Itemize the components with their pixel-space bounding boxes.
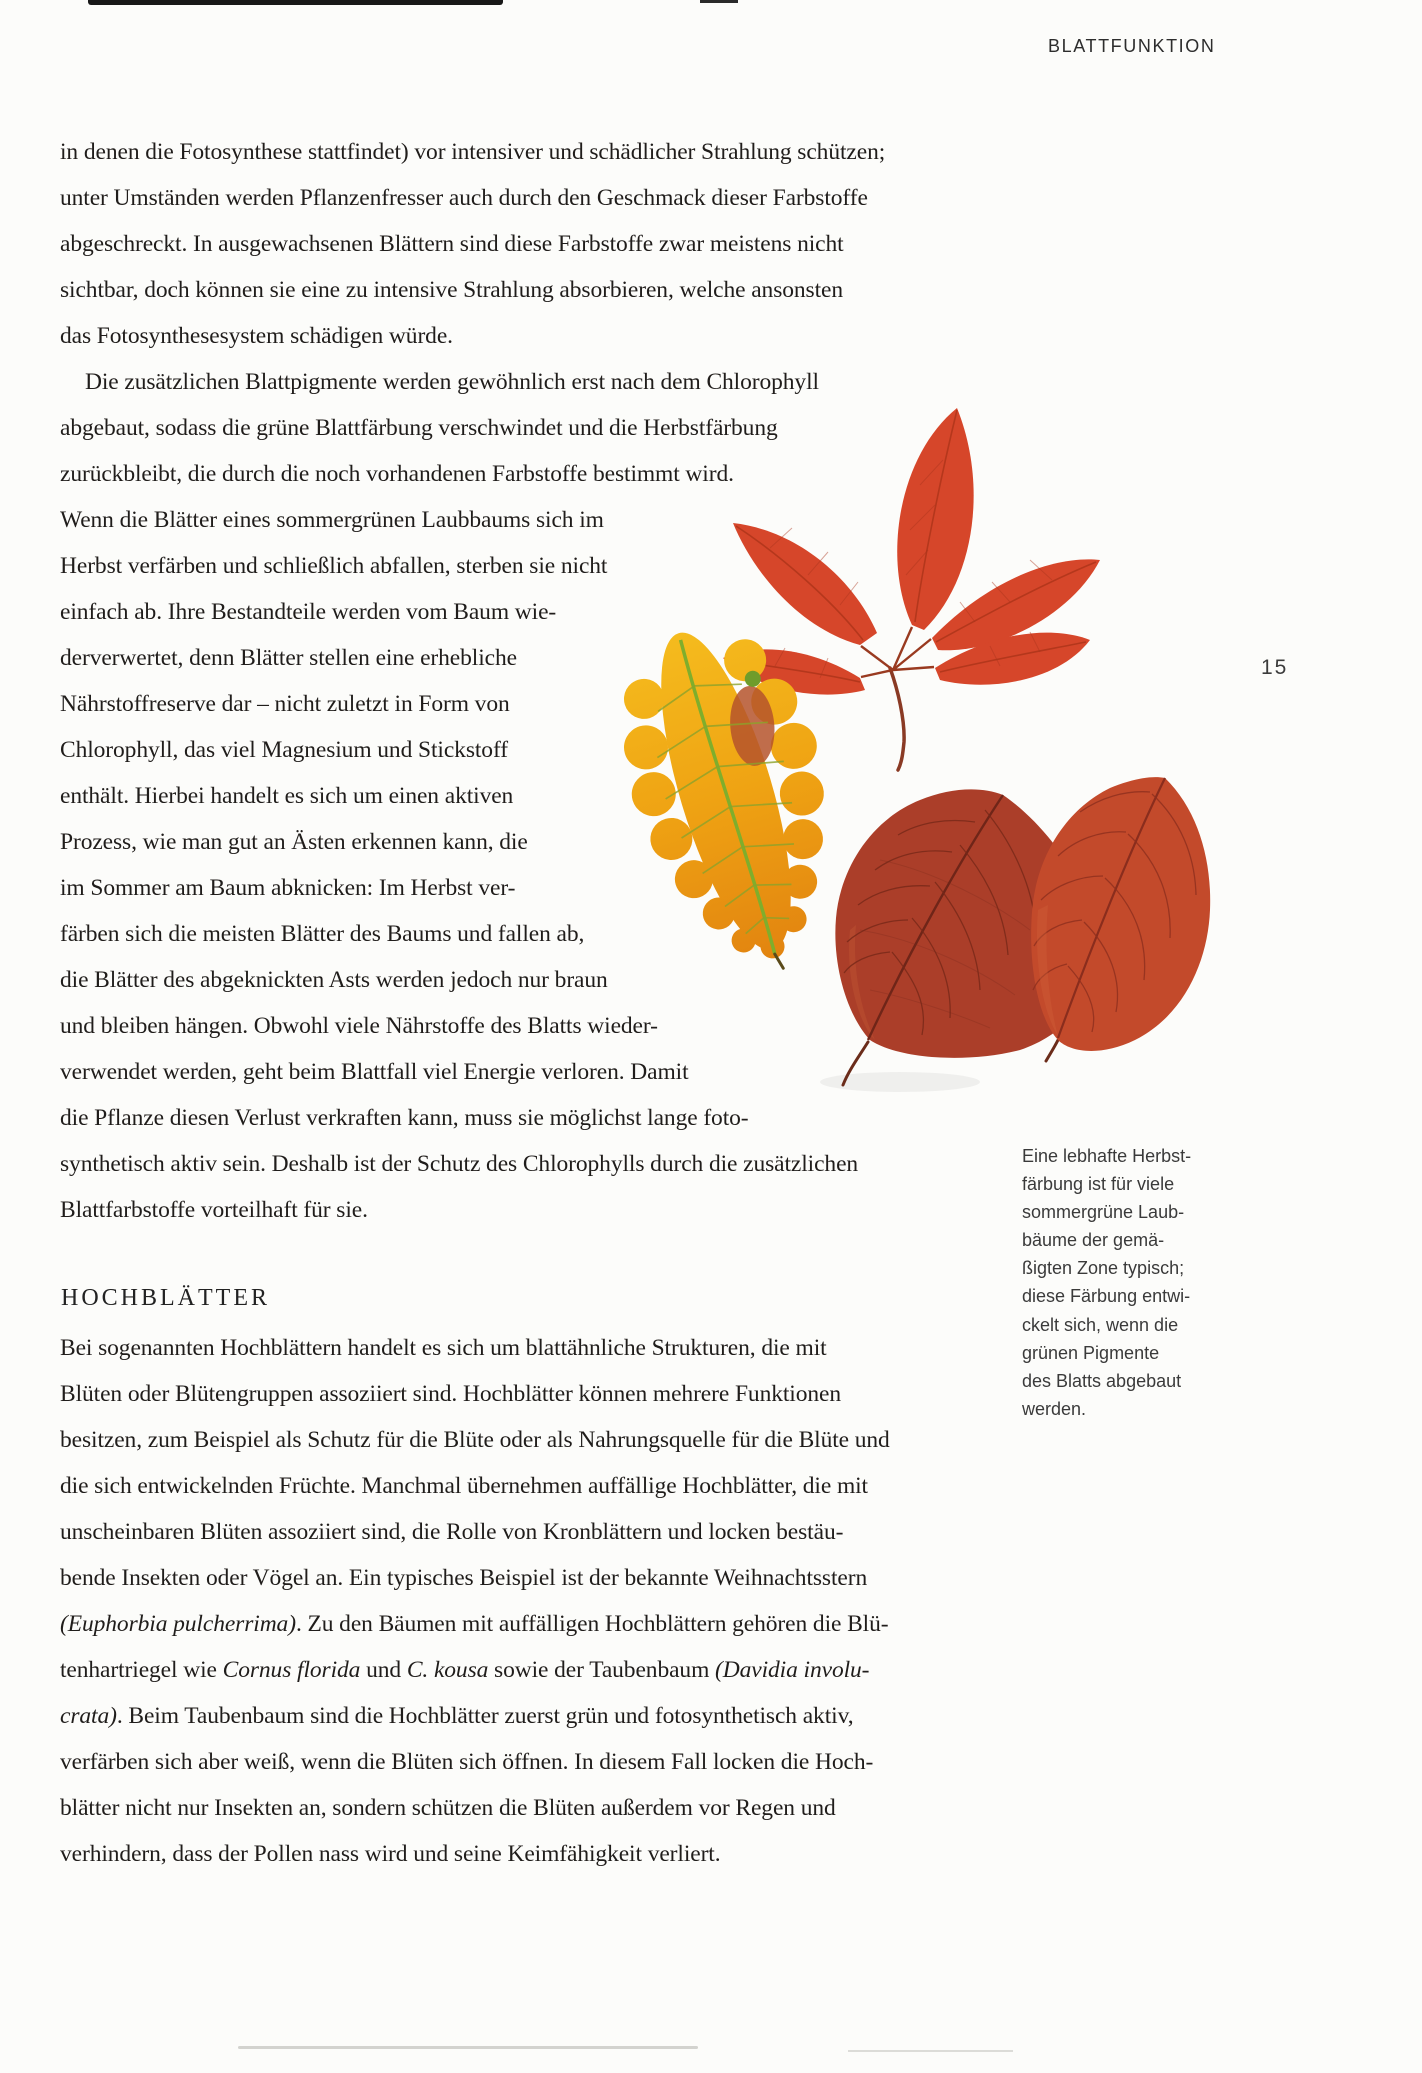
autumn-leaves-photo [560,390,1240,1110]
figure-caption [1022,1142,1252,1423]
text-line: Herbst verfärben und schließlich abfallen, sterben sie nicht [60,553,608,579]
caption-line: werden. [1022,1398,1087,1419]
scan-artifact [88,0,503,5]
text-line: in denen die Fotosynthese stattfindet) vor intensiver und schädlicher Strahlung schützen; [60,139,886,165]
caption-line: ßigten Zone typisch; [1022,1258,1185,1279]
text-line: unscheinbaren Blüten assoziiert sind, die Rolle von Kronblättern und locken bestäu- [60,1519,844,1545]
text-line: verfärben sich aber weiß, wenn die Blüten sich öffnen. In diesem Fall locken die Hoch- [60,1749,874,1775]
caption-line: färbung ist für viele [1022,1174,1175,1195]
text-line: und bleiben hängen. Obwohl viele Nährstoffe des Blatts wieder- [60,1013,658,1039]
text-line: Prozess, wie man gut an Ästen erkennen kann, die [60,829,528,855]
page-number: 15 [1261,656,1289,679]
text-line: die sich entwickelnden Früchte. Manchmal übernehmen auffällige Hochblätter, die mit [60,1473,868,1499]
text-line: Die zusätzlichen Blattpigmente werden gewöhnlich erst nach dem Chlorophyll [85,369,819,395]
text-line: die Blätter des abgeknickten Asts werden jedoch nur braun [60,967,608,993]
red-leaf-right [1031,777,1210,1061]
creeper-stem [890,668,904,770]
text-line: abgeschreckt. In ausgewachsenen Blättern sind diese Farbstoffe zwar meistens nicht [60,231,844,257]
scan-artifact [238,2046,698,2049]
text-line: besitzen, zum Beispiel als Schutz für die Blüte oder als Nahrungsquelle für die Blüte und [60,1427,890,1453]
caption-line: grünen Pigmente [1022,1342,1160,1363]
text-line: das Fotosynthesesystem schädigen würde. [60,323,453,349]
text-line: sichtbar, doch können sie eine zu intensive Strahlung absorbieren, welche ansonsten [60,277,844,303]
text-line: Chlorophyll, das viel Magnesium und Stickstoff [60,737,508,763]
scan-artifact [848,2050,1013,2052]
caption-line: bäume der gemä- [1022,1230,1165,1251]
caption-line: diese Färbung entwi- [1022,1286,1191,1307]
text-line: verhindern, dass der Pollen nass wird und seine Keimfähigkeit verliert. [60,1841,721,1867]
text-line: (Euphorbia pulcherrima). Zu den Bäumen mit auffälligen Hochblättern gehören die Blü- [60,1611,889,1637]
text-line: Wenn die Blätter eines sommergrünen Laubbaums sich im [60,507,604,533]
caption-line: ckelt sich, wenn die [1022,1314,1179,1335]
text-line: tenhartriegel wie Cornus florida und C. kousa sowie der Taubenbaum (Davidia involu- [60,1657,870,1683]
text-line: synthetisch aktiv sein. Deshalb ist der Schutz des Chlorophylls durch die zusätzlichen [60,1151,859,1177]
text-line: crata). Beim Taubenbaum sind die Hochblätter zuerst grün und fotosynthetisch aktiv, [60,1703,854,1729]
section-text-block [60,1325,890,1877]
text-line: bende Insekten oder Vögel an. Ein typisches Beispiel ist der bekannte Weihnachtsstern [60,1565,868,1591]
section-heading: HOCHBLÄTTER [61,1285,270,1311]
text-line: derverwertet, denn Blätter stellen eine erhebliche [60,645,517,671]
caption-line: sommergrüne Laub- [1022,1202,1185,1223]
text-line: enthält. Hierbei handelt es sich um einen aktiven [60,783,514,809]
running-header: BLATTFUNKTION [1048,36,1216,56]
text-line: Bei sogenannten Hochblättern handelt es sich um blattähnliche Strukturen, die mit [60,1335,827,1361]
text-line: verwendet werden, geht beim Blattfall viel Energie verloren. Damit [60,1059,689,1085]
text-line: einfach ab. Ihre Bestandteile werden vom Baum wie- [60,599,557,625]
text-line: Nährstoffreserve dar – nicht zuletzt in Form von [60,691,510,717]
text-line: unter Umständen werden Pflanzenfresser auch durch den Geschmack dieser Farbstoffe [60,185,868,211]
scan-artifact [700,0,738,3]
caption-line: Eine lebhafte Herbst- [1022,1146,1192,1166]
text-line: abgebaut, sodass die grüne Blattfärbung verschwindet und die Herbstfärbung [60,415,778,441]
text-line: die Pflanze diesen Verlust verkraften kann, muss sie möglichst lange foto- [60,1105,749,1131]
text-line: zurückbleibt, die durch die noch vorhandenen Farbstoffe bestimmt wird. [60,461,734,487]
text-line: färben sich die meisten Blätter des Baums und fallen ab, [60,921,585,947]
text-line: im Sommer am Baum abknicken: Im Herbst ver- [60,875,516,901]
text-line: Blattfarbstoffe vorteilhaft für sie. [60,1197,368,1223]
text-line: blätter nicht nur Insekten an, sondern schützen die Blüten außerdem vor Regen und [60,1795,836,1821]
oak-leaf [590,604,876,996]
caption-line: des Blatts abgebaut [1022,1370,1182,1391]
text-line: Blüten oder Blütengruppen assoziiert sind. Hochblätter können mehrere Funktionen [60,1381,842,1407]
